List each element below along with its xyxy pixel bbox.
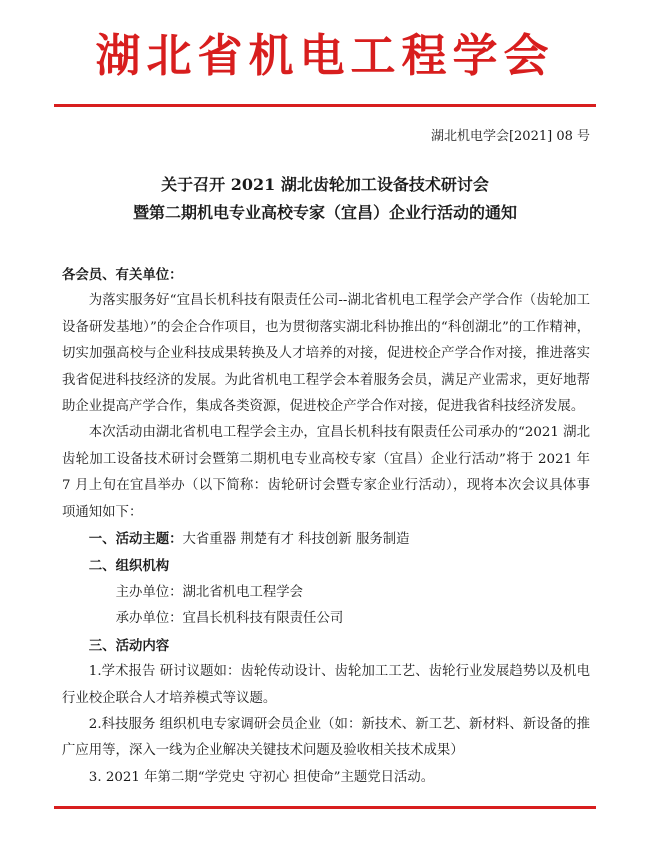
salutation: 各会员、有关单位： [62,267,183,283]
content-item-2: 2.科技服务 组织机电专家调研会员企业（如：新技术、新工艺、新材料、新设备的推广应用等，深入一线为企业解决关键技术问题及验收相关技术成果） [62,716,590,759]
organizer-unit: 承办单位：宜昌长机科技有限责任公司 [115,611,344,627]
document-body [62,262,590,791]
section-content-heading: 三、活动内容 [88,637,170,654]
footer-red-rule [54,806,596,809]
host-unit: 主办单位：湖北省机电工程学会 [115,584,304,600]
org-letterhead-title: 湖北省机电工程学会 [95,29,555,82]
section-organization-heading: 二、组织机构 [88,558,170,575]
paragraph-purpose: 为落实服务好“宜昌长机科技有限责任公司--湖北省机电工程学会产学合作（齿轮加工设备研发基地）”的会企合作项目，也为贯彻落实湖北科协推出的“科创湖北”的工作精神，切实加强高校与企业科技成果转换及人才培养的对接，促进校企产学合作对接，推进落实我省促进科技经济的发展。为此省机电工程学会本着服务会员，满足产业需求，更好地帮助企业提高产学合作，集成各类资源，促进校企产学合作对接，促进我省科技经济发展。 [62,293,590,415]
document-number: 湖北机电学会[2021] 08 号 [430,129,590,144]
content-item-3: 3. 2021 年第二期“学党史 守初心 担使命”主题党日活动。 [88,769,435,785]
letterhead-red-rule [54,104,596,107]
paragraph-event-intro: 本次活动由湖北省机电工程学会主办，宜昌长机科技有限责任公司承办的“2021 湖北齿轮加工设备技术研讨会暨第二期机电专业高校专家（宜昌）企业行活动”将于 2021 年 7 月上旬在宜昌举办（以下简称：齿轮研讨会暨专家企业行活动），现将本次会议具体事项通知如下： [62,425,590,520]
section-theme-label: 一、活动主题： [88,531,183,548]
document-title-line-2: 暨第二期机电专业高校专家（宜昌）企业行活动的通知 [132,203,517,222]
section-theme [62,526,590,553]
document-title-line-1: 关于召开 2021 湖北齿轮加工设备技术研讨会 [161,175,489,194]
content-item-1: 1.学术报告 研讨议题如：齿轮传动设计、齿轮加工工艺、齿轮行业发展趋势以及机电行业校企联合人才培养模式等议题。 [62,664,590,706]
section-theme-text: 大省重器 荆楚有才 科技创新 服务制造 [182,532,410,548]
